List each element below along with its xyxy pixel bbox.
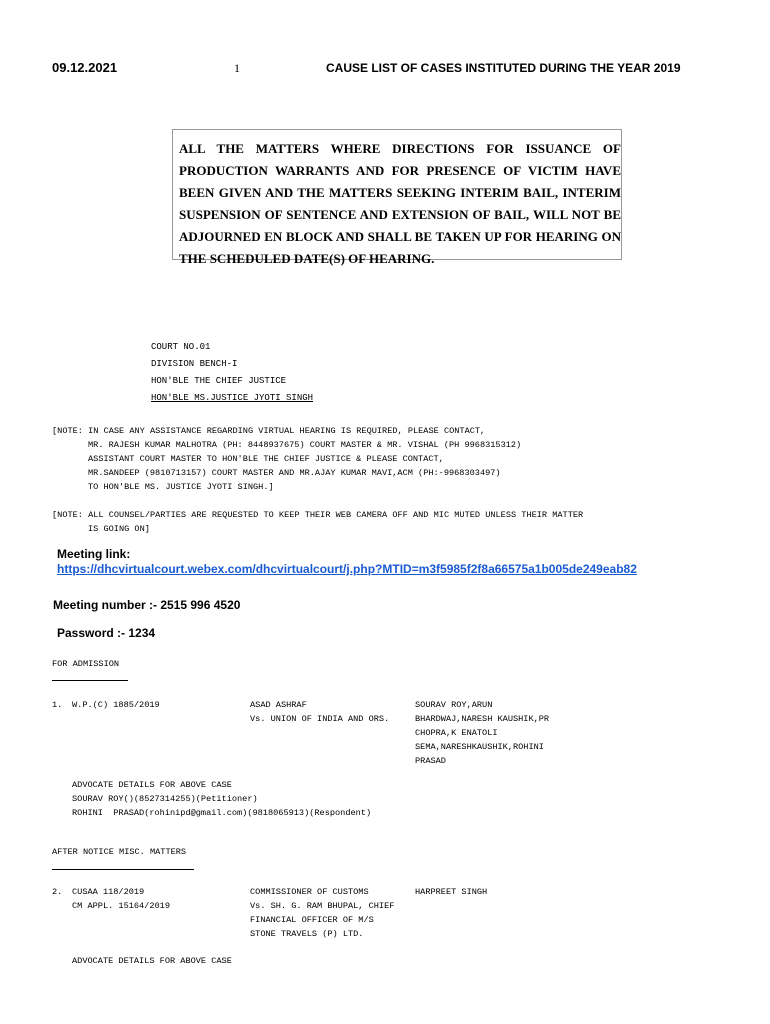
case-advocate: HARPREET SINGH <box>415 887 488 897</box>
note-line: MR.SANDEEP (9810713157) COURT MASTER AND MR.AJAY KUMAR MAVI,ACM (PH:-9968303497) <box>88 468 501 478</box>
note-line: ASSISTANT COURT MASTER TO HON'BLE THE CHIEF JUSTICE & PLEASE CONTACT, <box>88 454 444 464</box>
page-number: 1 <box>234 61 240 75</box>
case-party: FINANCIAL OFFICER OF M/S <box>250 915 374 925</box>
judge-second: HON'BLE MS.JUSTICE JYOTI SINGH <box>151 393 314 403</box>
judge-chief-justice: HON'BLE THE CHIEF JUSTICE <box>151 376 287 386</box>
case-party: Vs. UNION OF INDIA AND ORS. <box>250 714 390 724</box>
case-number: W.P.(C) 1885/2019 <box>72 700 160 710</box>
note-line: TO HON'BLE MS. JUSTICE JYOTI SINGH.] <box>88 482 274 492</box>
meeting-number: Meeting number :- 2515 996 4520 <box>53 598 241 612</box>
case-serial: 1. <box>52 700 63 710</box>
case-party: Vs. SH. G. RAM BHUPAL, CHIEF <box>250 901 395 911</box>
case-advocate: SEMA,NARESHKAUSHIK,ROHINI <box>415 742 544 752</box>
advocate-detail: ROHINI PRASAD(rohinipd@gmail.com)(9818065913)(Respondent) <box>72 808 372 818</box>
court-number: COURT NO.01 <box>151 342 211 352</box>
advocate-details-heading: ADVOCATE DETAILS FOR ABOVE CASE <box>72 956 232 966</box>
bench-name: DIVISION BENCH-I <box>151 359 238 369</box>
note-line: [NOTE: IN CASE ANY ASSISTANCE REGARDING VIRTUAL HEARING IS REQUIRED, PLEASE CONTACT, <box>52 426 486 436</box>
note-line: MR. RAJESH KUMAR MALHOTRA (PH: 8448937675) COURT MASTER & MR. VISHAL (PH 9968315312) <box>88 440 522 450</box>
meeting-link[interactable]: https://dhcvirtualcourt.webex.com/dhcvirtualcourt/j.php?MTID=m3f5985f2f8a66575a1b005de249eab82 <box>57 562 637 576</box>
case-party: ASAD ASHRAF <box>250 700 307 710</box>
case-advocate: SOURAV ROY,ARUN <box>415 700 493 710</box>
case-serial: 2. <box>52 887 63 897</box>
meeting-link-label: Meeting link: <box>57 547 131 561</box>
advocate-detail: SOURAV ROY()(8527314255)(Petitioner) <box>72 794 258 804</box>
case-number: CM APPL. 15164/2019 <box>72 901 170 911</box>
section-heading: AFTER NOTICE MISC. MATTERS <box>52 847 187 857</box>
case-party: COMMISSIONER OF CUSTOMS <box>250 887 369 897</box>
advocate-details-heading: ADVOCATE DETAILS FOR ABOVE CASE <box>72 780 232 790</box>
section-underline <box>52 869 194 870</box>
section-heading: FOR ADMISSION <box>52 659 120 669</box>
meeting-password: Password :- 1234 <box>57 626 156 640</box>
section-underline <box>52 680 128 681</box>
notice-box: ALL THE MATTERS WHERE DIRECTIONS FOR ISSUANCE OF PRODUCTION WARRANTS AND FOR PRESENCE OF VICTIM HAVE BEEN GIVEN AND THE MATTERS SEEKING INTERIM BAIL, INTERIM SUSPENSION OF SENTENCE AND EXTENSION OF BAIL, WILL NOT BE ADJOURNED EN BLOCK AND SHALL BE TAKEN UP FOR HEARING ON THE SCHEDULED DATE(S) OF HEARING. <box>172 129 622 260</box>
note-line: IS GOING ON] <box>88 524 150 534</box>
case-advocate: PRASAD <box>415 756 446 766</box>
document-date: 09.12.2021 <box>52 60 118 75</box>
case-advocate: BHARDWAJ,NARESH KAUSHIK,PR <box>415 714 550 724</box>
case-party: STONE TRAVELS (P) LTD. <box>250 929 364 939</box>
document-title: CAUSE LIST OF CASES INSTITUTED DURING THE YEAR 2019 <box>326 61 681 75</box>
case-advocate: CHOPRA,K ENATOLI <box>415 728 498 738</box>
case-number: CUSAA 118/2019 <box>72 887 145 897</box>
note-line: [NOTE: ALL COUNSEL/PARTIES ARE REQUESTED TO KEEP THEIR WEB CAMERA OFF AND MIC MUTED UNLESS THEIR MATTER <box>52 510 584 520</box>
